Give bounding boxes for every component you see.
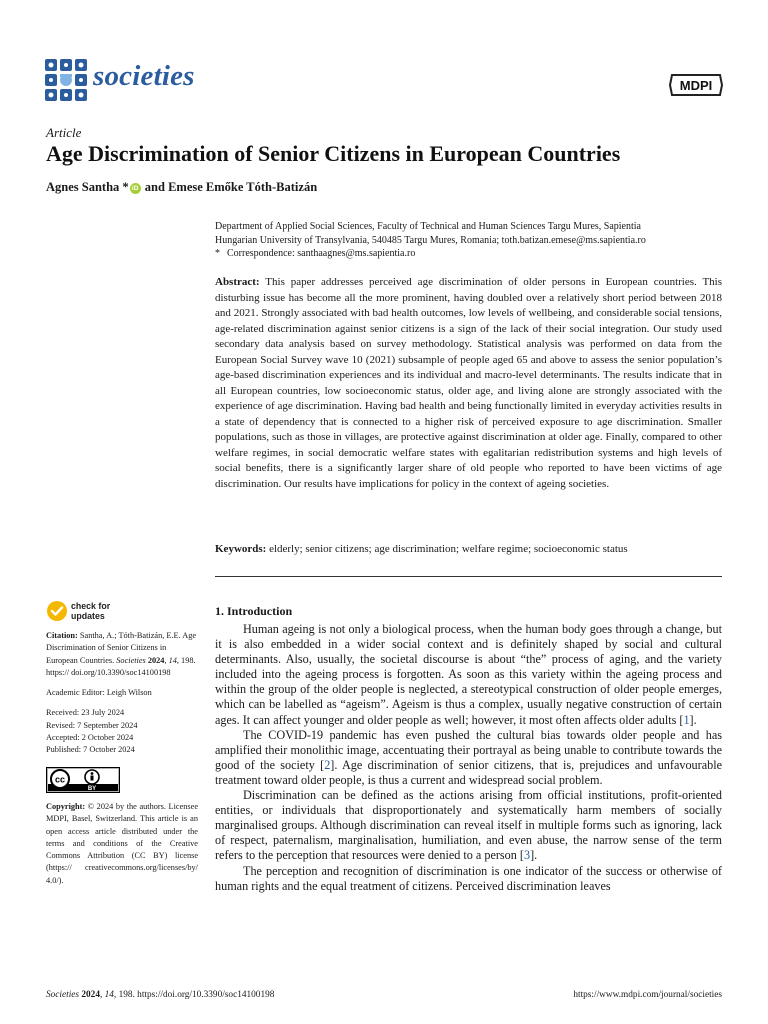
affiliation — [215, 220, 735, 261]
correspondence-line — [215, 247, 735, 261]
keywords-text: elderly; senior citizens; age discrimination; welfare regime; socioeconomic status — [269, 543, 628, 555]
corresponding-mark: * — [122, 180, 129, 194]
paragraph-text: ]. — [530, 848, 538, 863]
check-updates-badge[interactable] — [46, 600, 198, 626]
citation-text: Santha, A.; Tóth-Batizán, E.E. Age Discrimination of Senior Citizens in European Countries. — [46, 631, 197, 665]
journal-logo-icon — [44, 58, 88, 102]
correspondence-email[interactable]: Correspondence: santhaagnes@ms.sapientia.ro — [227, 248, 416, 259]
reference-link[interactable]: 3 — [523, 848, 531, 863]
cc-by-license-icon[interactable] — [46, 767, 120, 793]
journal-header — [44, 58, 724, 102]
paragraph — [215, 788, 722, 863]
affiliation-line: Department of Applied Social Sciences, Faculty of Technical and Human Sciences Targu Mures, Sapientia — [215, 221, 641, 232]
footer-citation: Societies 2024, 14, 198. https://doi.org/10.3390/soc14100198 — [46, 990, 275, 1000]
citation-year: 2024 — [147, 655, 165, 665]
paragraph-text: The COVID-19 pandemic has even pushed the cultural bias towards older people and has amplified their monolithic image, accentuating their portrayal as being unable to contribute towards the good of the society [ — [215, 727, 722, 772]
footer-volume: 14 — [104, 990, 114, 1000]
section-number: 1. — [215, 604, 224, 618]
cc-by-label: BY — [87, 785, 97, 792]
keywords — [215, 542, 722, 558]
article-type: Article — [46, 125, 82, 140]
reference-link[interactable]: 1 — [683, 712, 690, 727]
date-accepted: Accepted: 2 October 2024 — [46, 733, 134, 743]
paragraph: The perception and recognition of discrimination is one indicator of the success or otherwise of human rights and the equal treatment of citizens. Perceived discrimination leaves — [215, 863, 722, 893]
paragraph — [215, 622, 722, 728]
check-updates-icon — [46, 600, 68, 622]
keywords-label: Keywords: — [215, 543, 267, 555]
citation: Citation: Santha, A.; Tóth-Batizán, E.E. Age Discrimination of Senior Citizens in European Countries. Societies 2024, 14, 198. https:// doi.org/10.3390/soc14100198 — [46, 631, 197, 677]
author-name[interactable]: Agnes Santha — [46, 180, 120, 194]
article-title: Age Discrimination of Senior Citizens in European Countries — [46, 141, 621, 166]
academic-editor: Academic Editor: Leigh Wilson — [46, 688, 152, 698]
correspondence-mark: * — [215, 248, 220, 259]
copyright-text: © 2024 by the authors. Licensee MDPI, Basel, Switzerland. This article is an open access article distributed under the terms and conditions of the Creative Commons Attribution (CC BY) license (https:// creativecommons.org/licenses/by/ 4.0/). — [46, 801, 199, 885]
author-name[interactable]: and Emese Emőke Tóth-Batizán — [144, 180, 318, 194]
publisher-name: MDPI — [679, 78, 713, 93]
section-heading — [215, 604, 292, 619]
abstract — [215, 275, 722, 492]
date-revised: Revised: 7 September 2024 — [46, 720, 138, 730]
citation-journal: Societies — [116, 655, 146, 665]
affiliation-line: Hungarian University of Transylvania, 540485 Targu Mures, Romania; toth.batizan.emese@ms.sapientia.ro — [215, 234, 646, 246]
copyright-label: Copyright: — [46, 801, 86, 811]
paragraph-text: Discrimination can be defined as the actions arising from official institutions, profit-oriented entities, or individuals that disproportionately and systematically harm members of socially marginalised groups. Although discrimination can reveal itself in multiple forms such as ignoring, lack of respect, paternalism, marginalisation, humiliation, and even abuse, the narrow sense of the term refers to the perception that resources were denied to a person [ — [215, 788, 722, 863]
paragraph-text: Human ageing is not only a biological process, when the human body goes through a change, but it is also embedded in a wider social context and is definitely shaped by social and cultural determinants. Also, usually, the societal discourse is about “the” process of aging, and the variety included into the ageing process is forgotten. As soon as this variety within the ageing process and within the group of the older people is neglected, a stereotypical construction of older people emerges, which can be labelled as “ageism”. Ageism is thus a complex, usually negative construction of certain ages. It can affect younger and older people as well; however, it most often affects older adults [ — [215, 622, 722, 727]
paragraph-text: ]. — [689, 712, 697, 727]
svg-text:cc: cc — [54, 774, 66, 785]
check-updates-line: check for — [71, 601, 111, 611]
article-sidebar — [46, 600, 198, 895]
author-list — [46, 180, 317, 195]
orcid-icon[interactable]: iD — [130, 183, 141, 194]
section-divider — [215, 576, 722, 577]
date-received: Received: 23 July 2024 — [46, 708, 125, 718]
mdpi-logo-icon[interactable] — [668, 72, 724, 98]
footer-year: 2024 — [81, 990, 100, 1000]
footer-journal-url[interactable]: https://www.mdpi.com/journal/societies — [573, 990, 722, 1000]
check-updates-text — [71, 601, 110, 621]
date-published: Published: 7 October 2024 — [46, 745, 135, 755]
citation-label: Citation: — [46, 631, 78, 640]
footer-doi[interactable]: , 198. https://doi.org/10.3390/soc14100198 — [113, 990, 275, 1000]
abstract-text: This paper addresses perceived age discrimination of older persons in European countries. This disturbing issue has become all the more prominent, having doubled over a relatively short period between 2018 and 2021. Strongly associated with bad health outcomes, low levels of wellbeing, and considerable social tensions, age-related discrimination against senior citizens is a sign of the lack of their social integration. Our study used secondary data analysis based on survey methodology. Statistical analysis was performed on data from the European Social Survey wave 10 (2021) subsample of people aged 65 and above to assess the senior population’s age-based discrimination experiences and its individual and macro-level determinants. The results indicate that in all European countries, low socioeconomic status, older age, and living alone are strongly associated with the experience of age discrimination. Having bad health and being functionally limited in everyday activities results in a state of dependency that is connected to a higher risk of perceived exposure to age discrimination. Smaller populations, such as those in villages, are protective against discrimination at older age. Finally, compared to other welfare regimes, in social democratic welfare states with egalitarian redistribution systems and high levels of social benefits, there is a significantly larger share of old people who reported to have been victims of age discrimination. Our results have implications for policy in the context of ageing societies. — [215, 276, 722, 490]
paragraph — [215, 728, 722, 788]
body-text — [215, 622, 722, 894]
abstract-label: Abstract: — [215, 276, 260, 288]
check-updates-line: updates — [71, 611, 105, 621]
journal-name[interactable]: societies — [93, 60, 195, 92]
section-title: Introduction — [227, 604, 293, 618]
publication-dates — [46, 707, 198, 756]
copyright-notice — [46, 801, 198, 887]
reference-link[interactable]: 2 — [324, 757, 331, 772]
paragraph-text: ]. Age discrimination of senior citizens, that is, prejudices and unfavourable treatment toward older people, is thus a current and widespread social problem. — [215, 757, 723, 787]
citation-volume: 14 — [168, 655, 177, 665]
footer-journal: Societies — [46, 990, 80, 1000]
citation-doi[interactable]: , 198. https:// doi.org/10.3390/soc14100198 — [46, 655, 196, 677]
